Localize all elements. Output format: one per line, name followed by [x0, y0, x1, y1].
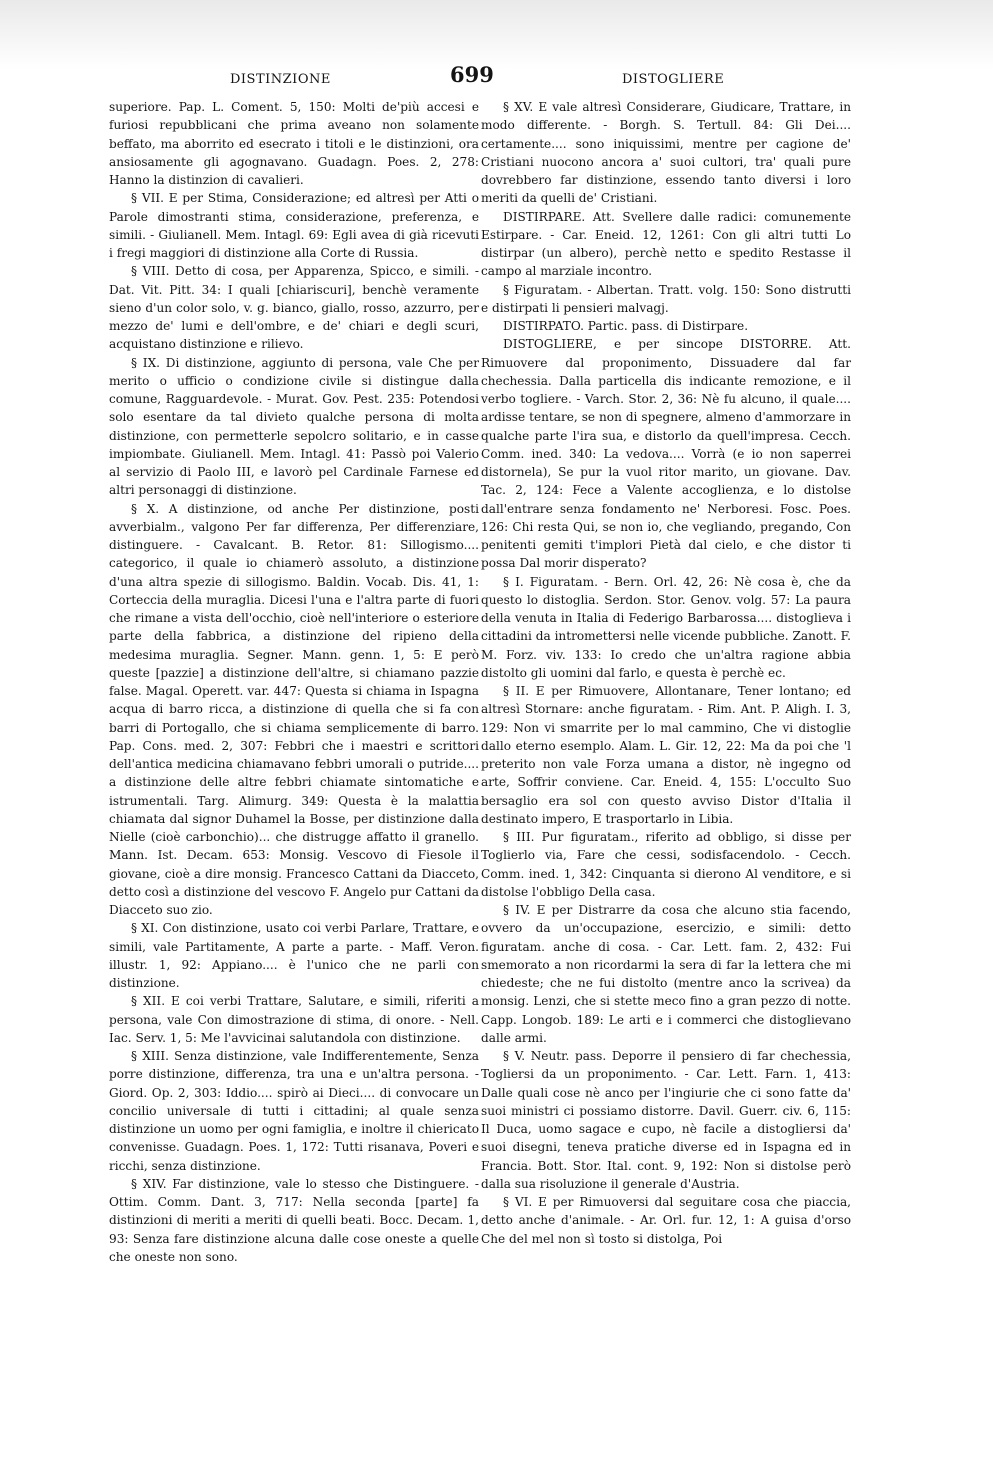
paragraph: § XV. E vale altresì Considerare, Giudicare, Trattare, in modo differente. - Borgh. S. Tertull. 84: Gli Dei.... certamente.... sono iniquissimi, mentre per cagione de' Cristiani nuocono ancora a' suoi cultori, tra' quali pure dovrebbero far distinzione, essendo tanto diversi i loro meriti da quelli de' Cristiani. — [481, 100, 851, 206]
paragraph: superiore. Pap. L. Coment. 5, 150: Molti de'più accesi e furiosi repubblicani che prima aveano non solamente beffato, ma aborrito ed esecrato i titoli e le distinzioni, ora ansiosamente gli agognavano. Guadagn. Poes. 2, 278: Hanno la distinzion di cavalieri. — [109, 100, 479, 187]
paragraph: § XII. E coi verbi Trattare, Salutare, e simili, riferiti a persona, vale Con dimostrazione di stima, di onore. - Nell. Iac. Serv. 1, 5: Me l'avvicinai salutandola con distinzione. — [109, 994, 479, 1045]
left-column — [109, 98, 479, 1266]
header-right-word: DISTOGLIERE — [622, 72, 725, 87]
paragraph: DISTOGLIERE, e per sincope DISTORRE. Att. Rimuovere dal proponimento, Dissuadere dal far chechessia. Dalla particella dis indicante remozione, e il verbo togliere. - Varch. Stor. 2, 36: Nè fu alcuno, il quale.... ardisse tentare, se non di spegnere, almeno d'ammorzare in qualche parte l'ira sua, e distorlo da quell'impresa. Cecch. Comm. ined. 340: La vedova.... Vorrà (e io non saperrei distornela), Se pur la vuol ritor marito, un giovane. Dav. Tac. 2, 124: Fece a Valente accoglienza, e lo distolse dall'entrare senza fondamento ne' Nerboresi. Fosc. Poes. 126: Chi resta Qui, se non io, che vegliando, pregando, Con penitenti gemiti t'implori Pietà dal cielo, e che distor ti possa Dal morir disperato? — [481, 337, 851, 571]
paragraph: § III. Pur figuratam., riferito ad obbligo, si disse per Toglierlo via, Fare che cessi, sodisfacendolo. - Cecch. Comm. ined. 1, 342: Cinquanta si dierono Al venditore, e si distolse l'obbligo Della casa. — [481, 830, 851, 899]
running-head — [120, 62, 880, 90]
paragraph: § XI. Con distinzione, usato coi verbi Parlare, Trattare, e simili, vale Partitamente, A parte a parte. - Maff. Veron. illustr. 1, 92: Appiano.... è l'unico che ne parli con distinzione. — [109, 921, 479, 990]
paragraph: § XIII. Senza distinzione, vale Indifferentemente, Senza porre distinzione, differenza, tra una e un'altra persona. - Giord. Op. 2, 303: Iddio.... spirò ai Dieci.... di convocare un concilio universale di tutti i cittadini; al quale senza distinzione un uomo per ogni famiglia, e inoltre il chiericato convenisse. Guadagn. Poes. 1, 172: Tutti risanava, Poveri e ricchi, senza distinzione. — [109, 1049, 479, 1173]
paragraph: § I. Figuratam. - Bern. Orl. 42, 26: Nè cosa è, che da questo lo distoglia. Serdon. Stor. Genov. volg. 57: La paura della venuta in Italia di Federigo Barbarossa.... distoglieva i cittadini da intromettersi nelle vicende pubbliche. Zanott. F. M. Forz. viv. 133: Io credo che un'altra ragione abbia distolto gli uomini dal farlo, e questa è perchè ec. — [481, 574, 851, 680]
paragraph: § II. E per Rimuovere, Allontanare, Tener lontano; ed altresì Stornare: anche figuratam. - Rim. Ant. P. Aligh. I. 3, 129: Non vi smarrite per lo mal cammino, Che vi distoglie dallo eterno esemplo. Alam. L. Gir. 12, 22: Ma da poi che 'l preterito non vale Forza umana a distor, nè ingegno od arte, Soffrir conviene. Car. Eneid. 4, 155: L'occulto Suo bersaglio era sol con questo avviso Distor d'Italia il destinato impero, E trasportarlo in Libia. — [481, 684, 851, 826]
paragraph: § VIII. Detto di cosa, per Apparenza, Spicco, e simili. - Dat. Vit. Pitt. 34: I quali [chiariscuri], benchè veramente sieno d'un color solo, v. g. bianco, giallo, rosso, azzurro, per mezzo de' lumi e dell'ombre, e de' chiari e degli scuri, acquistano distinzione e rilievo. — [109, 264, 479, 352]
paragraph: § IV. E per Distrarre da cosa che alcuno stia facendo, ovvero da un'occupazione, esercizio, e simili: detto figuratam. anche di cosa. - Car. Lett. fam. 2, 432: Fui smemorato a non ricordarmi la sera di far la lettera che mi chiedeste; che ne fui distolto (mentre anco la scrivea) da monsig. Lenzi, che si stette meco fino a gran pezzo di notte. Capp. Longob. 189: Le arti e i commerci che distoglievano dalle armi. — [481, 903, 851, 1045]
paragraph: § VI. E per Rimuoversi dal seguitare cosa che piaccia, detto anche d'animale. - Ar. Orl. fur. 12, 1: A guisa d'orso Che del mel non sì tosto si distolga, Poi — [481, 1195, 851, 1246]
paragraph: DISTIRPARE. Att. Svellere dalle radici: comunemente Estirpare. - Car. Eneid. 12, 1261: Con gli altri tutti Lo distirpar (un albero), perchè netto e spedito Restasse il campo al marziale incontro. — [481, 209, 851, 279]
header-left-word: DISTINZIONE — [230, 72, 331, 87]
paragraph: § XIV. Far distinzione, vale lo stesso che Distinguere. - Ottim. Comm. Dant. 3, 717: Nella seconda [parte] fa distinzioni di meriti a meriti di quelli beati. Bocc. Decam. 1, 93: Senza fare distinzione alcuna dalle cose oneste a quelle che oneste non sono. — [109, 1176, 479, 1264]
paragraph: § X. A distinzione, od anche Per distinzione, posti avverbialm., valgono Per far differenza, Per differenziare, distinguere. - Cavalcant. B. Retor. 81: Sillogismo.... categorico, il quale io chiamerò assoluto, a distinzione d'una altra spezie di sillogismo. Baldin. Vocab. Dis. 41, 1: Corteccia della muraglia. Dicesi l'una e l'altra parte di fuori che rimane a vista dell'occhio, cioè nell'interiore o esteriore parte della fabbrica, a distinzione del ripieno della medesima muraglia. Segner. Mann. genn. 1, 5: E però queste [pazzie] a distinzione dell'altre, si chiamano pazzie false. Magal. Operett. var. 447: Questa si chiama in Ispagna acqua di barro ricca, a distinzione di quella che si fa con barri di Portogallo, che si chiama semplicemente di barro. Pap. Cons. med. 2, 307: Febbri che i maestri e scrittori dell'antica medicina chiamavano febbri umorali o putride.... a distinzione delle altre febbri chiamate sintomatiche e istrumentali. Targ. Alimurg. 349: Questa è la malattia chiamata dal signor Duhamel la Bosse, per distinzione dalla Nielle (cioè carbonchio)... che distrugge affatto il granello. Mann. Ist. Decam. 653: Monsig. Vescovo di Fiesole il giovane, cioè a dire monsig. Francesco Cattani da Diacceto, detto così a distinzione del vescovo F. Angelo pur Cattani da Diacceto suo zio. — [109, 501, 479, 917]
right-column — [481, 98, 851, 1248]
page-number: 699 — [450, 62, 494, 87]
paragraph: § VII. E per Stima, Considerazione; ed altresì per Atti o Parole dimostranti stima, considerazione, preferenza, e simili. - Giulianell. Mem. Intagl. 69: Egli avea di già ricevuti i fregi maggiori di distinzione alla Corte di Russia. — [109, 191, 479, 260]
paragraph: § Figuratam. - Albertan. Tratt. volg. 150: Sono distrutti e distirpati li pensieri malvagj. — [481, 282, 851, 315]
paragraph: § V. Neutr. pass. Deporre il pensiero di far chechessia, Togliersi da un proponimento. - Car. Lett. Farn. 1, 413: Dalle quali cose nè anco per l'ingiurie che ci sono fatte da' suoi ministri ci possiamo distorre. Davil. Guerr. civ. 6, 115: Il Duca, uomo sagace e cupo, nè facile a distogliersi da' suoi disegni, teneva pratiche diverse ed in Ispagna ed in Francia. Bott. Stor. Ital. cont. 9, 192: Non si distolse però dalla sua risoluzione il generale d'Austria. — [481, 1049, 851, 1191]
paragraph: § IX. Di distinzione, aggiunto di persona, vale Che per merito o ufficio o condizione civile si distingue dalla comune, Ragguardevole. - Murat. Gov. Pest. 235: Potendosi solo esentare da tal divieto qualche persona di molta distinzione, con permetterle sepolcro solitario, e in casse impiombate. Giulianell. Mem. Intagl. 41: Passò poi Valerio al servizio di Paolo III, e lavorò pel Cardinale Farnese ed altri personaggi di distinzione. — [109, 355, 479, 498]
paragraph: DISTIRPATO. Partic. pass. di Distirpare. — [503, 319, 749, 333]
